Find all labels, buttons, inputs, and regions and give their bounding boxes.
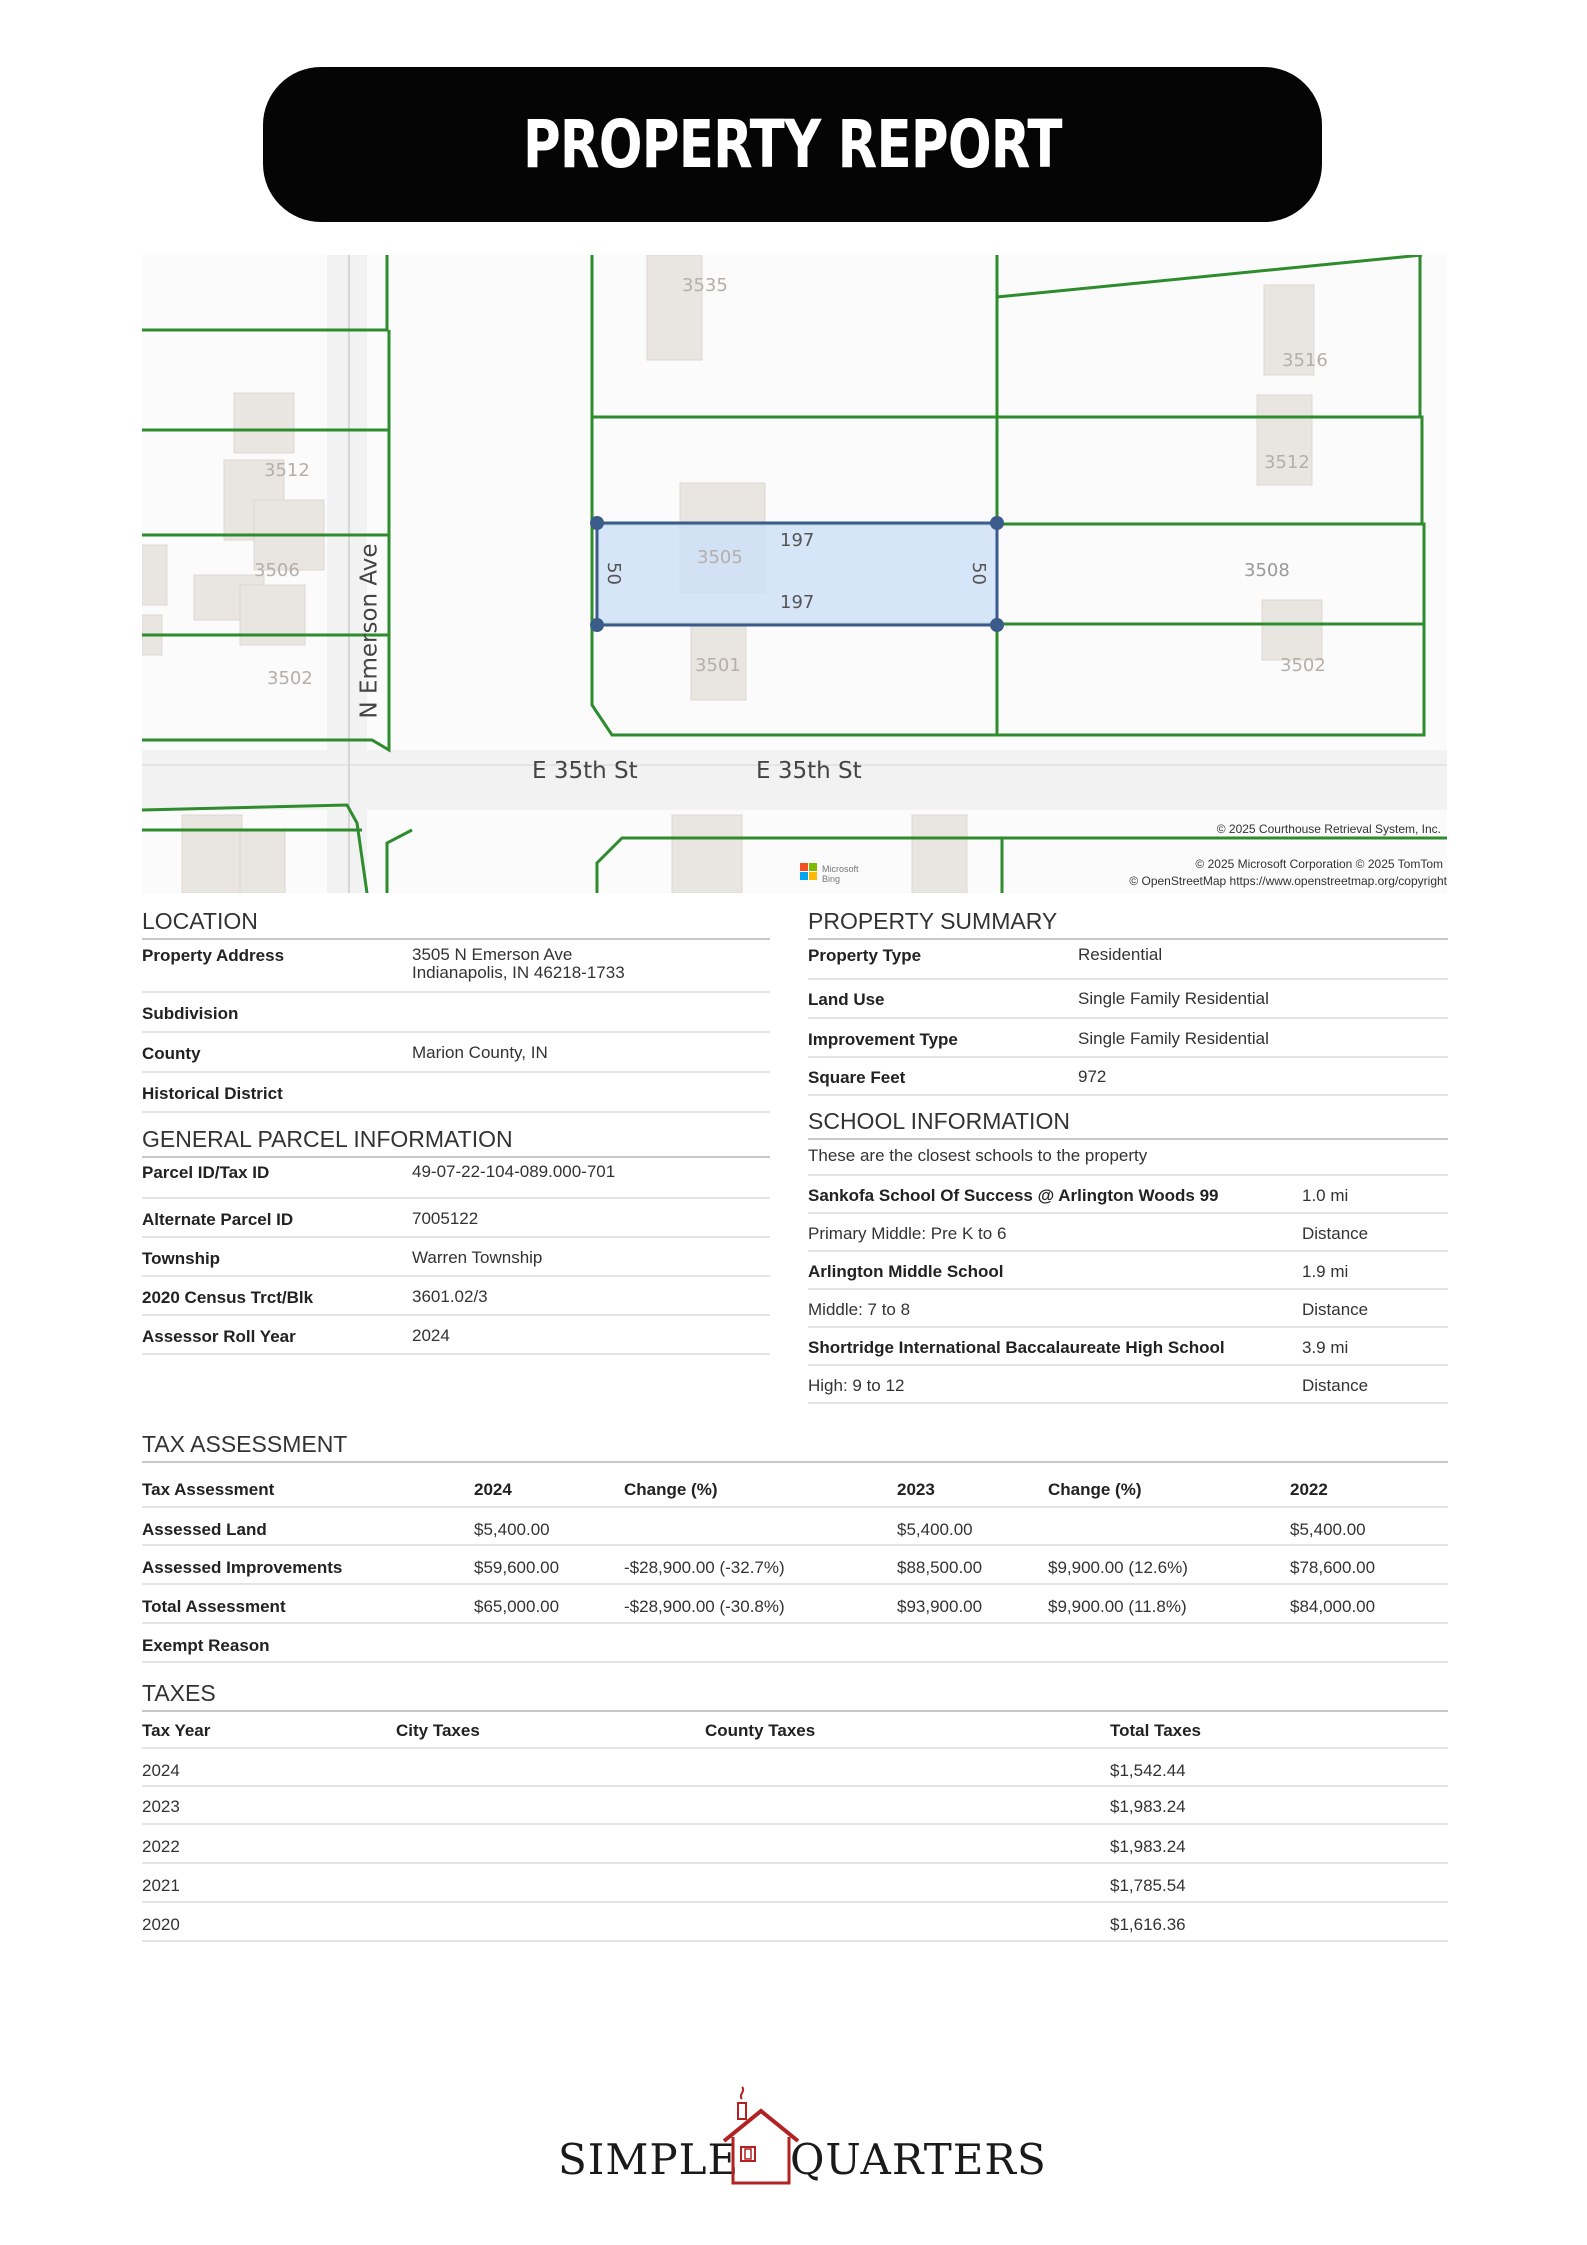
property-address: 3505 N Emerson Ave Indianapolis, IN 46218-1733 [412, 945, 625, 982]
table-cell: $78,600.00 [1290, 1558, 1376, 1577]
tax-year: 2022 [142, 1837, 180, 1856]
field-label: Land Use [808, 990, 885, 1009]
taxes-heading: TAXES [142, 1680, 1448, 1712]
row-label: Assessed Improvements [142, 1558, 343, 1577]
street-label-vertical: N Emerson Ave [356, 543, 383, 719]
house-number: 3502 [1280, 655, 1326, 676]
field-value: 3601.02/3 [412, 1287, 488, 1306]
row-label: Total Assessment [142, 1597, 286, 1616]
house-number: 3508 [1244, 560, 1290, 581]
table-cell: $9,900.00 (12.6%) [1048, 1558, 1188, 1577]
table-cell: $9,900.00 (11.8%) [1048, 1597, 1187, 1616]
tax-year: 2023 [142, 1797, 180, 1816]
map-copyright: © 2025 Courthouse Retrieval System, Inc. [1216, 822, 1441, 836]
school-name: Shortridge International Baccalaureate High School [808, 1338, 1225, 1357]
location-heading: LOCATION [142, 908, 770, 940]
field-label: Property Address [142, 946, 285, 965]
house-number: 3512 [1264, 452, 1310, 473]
field-value: 2024 [412, 1326, 450, 1345]
school-level: Primary Middle: Pre K to 6 [808, 1224, 1007, 1243]
parcel-map[interactable] [142, 255, 1447, 893]
field-value: 49-07-22-104-089.000-701 [412, 1162, 616, 1181]
table-row [808, 1142, 1448, 1176]
table-row [808, 980, 1448, 1019]
house-number: 3505 [697, 547, 743, 568]
school-row [808, 1252, 1448, 1290]
map-copyright: © OpenStreetMap https://www.openstreetmap.org/copyright [1129, 874, 1447, 888]
column-header: City Taxes [396, 1721, 480, 1740]
table-cell: $88,500.00 [897, 1558, 983, 1577]
school-table [808, 1142, 1448, 1404]
school-intro: These are the closest schools to the property [808, 1146, 1148, 1165]
field-value: Single Family Residential [1078, 1029, 1269, 1048]
table-cell: -$28,900.00 (-32.7%) [624, 1558, 785, 1577]
parcel-table [142, 1160, 770, 1355]
field-label: Alternate Parcel ID [142, 1210, 294, 1229]
logo-word-simple: SIMPLE [558, 2135, 740, 2184]
dimension-left: 50 [602, 562, 624, 585]
school-distance: 1.9 mi [1302, 1262, 1349, 1281]
table-cell: $5,400.00 [897, 1520, 973, 1539]
tax-year: 2021 [142, 1876, 180, 1895]
table-row [142, 1787, 1448, 1825]
report-title-bar [263, 67, 1322, 222]
street-label: E 35th St [756, 758, 862, 784]
column-header: Change (%) [1048, 1480, 1142, 1499]
table-row [808, 942, 1448, 980]
field-value: 7005122 [412, 1209, 479, 1228]
map-copyright: © 2025 Microsoft Corporation © 2025 TomTom [1195, 857, 1443, 871]
field-value: 972 [1078, 1067, 1107, 1086]
school-level: High: 9 to 12 [808, 1376, 905, 1395]
table-row [142, 1585, 1448, 1624]
dimension-right: 50 [967, 562, 989, 585]
table-cell: $5,400.00 [1290, 1520, 1366, 1539]
column-header: County Taxes [705, 1721, 816, 1740]
street-label: E 35th St [532, 758, 638, 784]
school-name: Arlington Middle School [808, 1262, 1004, 1281]
table-cell: $5,400.00 [474, 1520, 550, 1539]
column-header: Change (%) [624, 1480, 718, 1499]
school-row [808, 1328, 1448, 1366]
distance-label: Distance [1302, 1224, 1369, 1243]
distance-label: Distance [1302, 1376, 1369, 1395]
total-taxes: $1,983.24 [1110, 1837, 1186, 1856]
row-label: Exempt Reason [142, 1636, 270, 1655]
bing-logo-label: Microsoft Bing [822, 864, 859, 884]
tax-assessment-table [142, 1468, 1448, 1663]
field-label: Parcel ID/Tax ID [142, 1163, 270, 1182]
column-header: 2023 [897, 1480, 935, 1499]
table-row [142, 1160, 770, 1199]
total-taxes: $1,616.36 [1110, 1915, 1186, 1934]
dimension-top: 197 [780, 530, 815, 551]
row-label: Assessed Land [142, 1520, 267, 1539]
table-row [142, 1825, 1448, 1864]
house-number: 3506 [254, 560, 300, 581]
house-number: 3535 [682, 275, 728, 296]
parcel-heading: GENERAL PARCEL INFORMATION [142, 1126, 770, 1158]
field-label: County [142, 1044, 201, 1063]
table-row [142, 1316, 770, 1355]
table-row [142, 1199, 770, 1238]
simple-quarters-logo [558, 2085, 1047, 2190]
summary-heading: PROPERTY SUMMARY [808, 908, 1448, 940]
field-value: Residential [1078, 945, 1163, 964]
table-cell: $59,600.00 [474, 1558, 560, 1577]
house-number: 3501 [695, 655, 741, 676]
table-row [142, 1749, 1448, 1787]
table-row [142, 1277, 770, 1316]
column-header: Tax Year [142, 1721, 211, 1740]
field-label: Assessor Roll Year [142, 1327, 296, 1346]
summary-table [808, 942, 1448, 1096]
field-value: Warren Township [412, 1248, 543, 1267]
total-taxes: $1,542.44 [1110, 1761, 1186, 1780]
school-distance: 3.9 mi [1302, 1338, 1349, 1357]
logo-word-quarters: QUARTERS [790, 2135, 1047, 2184]
field-label: Square Feet [808, 1068, 906, 1087]
house-number: 3516 [1282, 350, 1328, 371]
table-row [808, 1058, 1448, 1096]
field-label: Historical District [142, 1084, 283, 1103]
taxes-table [142, 1713, 1448, 1942]
tax-year: 2020 [142, 1915, 180, 1934]
table-row [142, 1073, 770, 1113]
table-row [142, 1033, 770, 1073]
table-header-row [142, 1713, 1448, 1749]
table-row [142, 993, 770, 1033]
field-value: Marion County, IN [412, 1043, 548, 1062]
column-header: 2022 [1290, 1480, 1328, 1499]
field-label: Property Type [808, 946, 922, 965]
house-number: 3502 [267, 668, 313, 689]
tax-year: 2024 [142, 1761, 180, 1780]
table-header-row [142, 1468, 1448, 1508]
field-label: Improvement Type [808, 1030, 958, 1049]
school-row [808, 1176, 1448, 1214]
table-cell: $93,900.00 [897, 1597, 983, 1616]
field-label: Township [142, 1249, 221, 1268]
distance-label: Distance [1302, 1300, 1369, 1319]
location-table [142, 942, 770, 1113]
table-row [142, 1238, 770, 1277]
table-row [142, 1508, 1448, 1546]
column-header: Total Taxes [1110, 1721, 1202, 1740]
school-heading: SCHOOL INFORMATION [808, 1108, 1448, 1140]
school-row [808, 1214, 1448, 1252]
report-title: PROPERTY REPORT [523, 106, 1062, 183]
table-cell: $84,000.00 [1290, 1597, 1376, 1616]
total-taxes: $1,983.24 [1110, 1797, 1186, 1816]
school-name: Sankofa School Of Success @ Arlington Woods 99 [808, 1186, 1219, 1205]
school-row [808, 1290, 1448, 1328]
table-row [142, 942, 770, 993]
school-level: Middle: 7 to 8 [808, 1300, 911, 1319]
table-cell: -$28,900.00 (-30.8%) [624, 1597, 785, 1616]
table-row [142, 1546, 1448, 1585]
school-row [808, 1366, 1448, 1404]
table-row [808, 1019, 1448, 1058]
table-row [142, 1903, 1448, 1942]
tax-assessment-heading: TAX ASSESSMENT [142, 1431, 1448, 1463]
table-row [142, 1864, 1448, 1903]
school-distance: 1.0 mi [1302, 1186, 1349, 1205]
column-header: 2024 [474, 1480, 512, 1499]
field-value: Single Family Residential [1078, 989, 1269, 1008]
field-label: Subdivision [142, 1004, 239, 1023]
table-cell: $65,000.00 [474, 1597, 560, 1616]
dimension-bottom: 197 [780, 592, 815, 613]
total-taxes: $1,785.54 [1110, 1876, 1186, 1895]
table-row [142, 1624, 1448, 1663]
column-header: Tax Assessment [142, 1480, 275, 1499]
house-number: 3512 [264, 460, 310, 481]
field-label: 2020 Census Trct/Blk [142, 1288, 314, 1307]
